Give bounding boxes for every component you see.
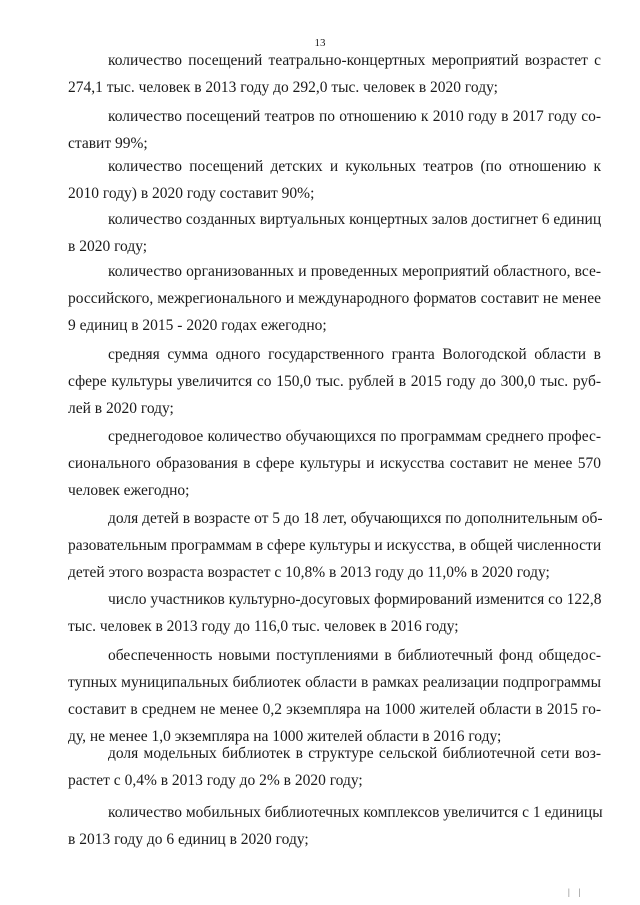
paragraph-line: количество созданных виртуальных концертных залов достигнет 6 единиц — [108, 211, 602, 228]
paragraph-line: в 2020 году; — [68, 238, 148, 255]
page-number: 13 — [314, 37, 326, 49]
paragraph-line: тупных муниципальных библиотек области в рамках реализации подпрограммы — [68, 674, 601, 691]
paragraph-line: обеспеченность новыми поступлениями в библиотечный фонд общедос- — [108, 647, 601, 664]
paragraph-line: российского, межрегионального и международного форматов составит не менее — [68, 290, 601, 307]
paragraph-line: число участников культурно-досуговых формирований изменится со 122,8 — [108, 591, 602, 608]
paragraph-line: тыс. человек в 2013 году до 116,0 тыс. человек в 2016 году; — [68, 618, 459, 635]
paragraph-line: доля модельных библиотек в структуре сельской библиотечной сети воз- — [108, 745, 601, 762]
paragraph-line: детей этого возраста возрастет с 10,8% в 2013 году до 11,0% в 2020 году; — [68, 564, 550, 581]
paragraph-line: доля детей в возрасте от 5 до 18 лет, обучающихся по дополнительным об- — [108, 510, 603, 527]
paragraph-line: растет с 0,4% в 2013 году до 2% в 2020 году; — [68, 772, 363, 789]
paragraph-line: количество посещений детских и кукольных театров (по отношению к — [108, 158, 601, 175]
paragraph-line: средняя сумма одного государственного гранта Вологодской области в — [108, 346, 601, 363]
paragraph-line: сфере культуры увеличится со 150,0 тыс. рублей в 2015 году до 300,0 тыс. руб- — [68, 373, 601, 390]
paragraph-line: 9 единиц в 2015 - 2020 годах ежегодно; — [68, 317, 327, 334]
scan-corner-mark: | | — [568, 887, 581, 897]
paragraph-line: составит в среднем не менее 0,2 экземпляра на 1000 жителей области в 2015 го- — [68, 701, 601, 718]
paragraph-line: количество посещений театрально-концертных мероприятий возрастет с — [108, 52, 601, 69]
paragraph-line: количество мобильных библиотечных комплексов увеличится с 1 единицы — [108, 804, 603, 821]
paragraph-line: человек ежегодно; — [68, 482, 190, 499]
paragraph-line: ставит 99%; — [68, 135, 148, 152]
paragraph-line: 274,1 тыс. человек в 2013 году до 292,0 тыс. человек в 2020 году; — [68, 79, 498, 96]
paragraph-line: ду, не менее 1,0 экземпляра на 1000 жителей области в 2016 году; — [68, 728, 502, 745]
paragraph-line: количество посещений театров по отношению к 2010 году в 2017 году со- — [108, 108, 601, 125]
paragraph-line: среднегодовое количество обучающихся по программам среднего профес- — [108, 428, 601, 445]
paragraph-line: лей в 2020 году; — [68, 400, 174, 417]
paragraph-line: сионального образования в сфере культуры и искусства составит не менее 570 — [68, 455, 601, 472]
paragraph-line: количество организованных и проведенных мероприятий областного, все- — [108, 263, 601, 280]
paragraph-line: 2010 году) в 2020 году составит 90%; — [68, 185, 315, 202]
paragraph-line: разовательным программам в сфере культуры и искусства, в общей численности — [68, 537, 602, 554]
paragraph-line: в 2013 году до 6 единиц в 2020 году; — [68, 831, 309, 848]
